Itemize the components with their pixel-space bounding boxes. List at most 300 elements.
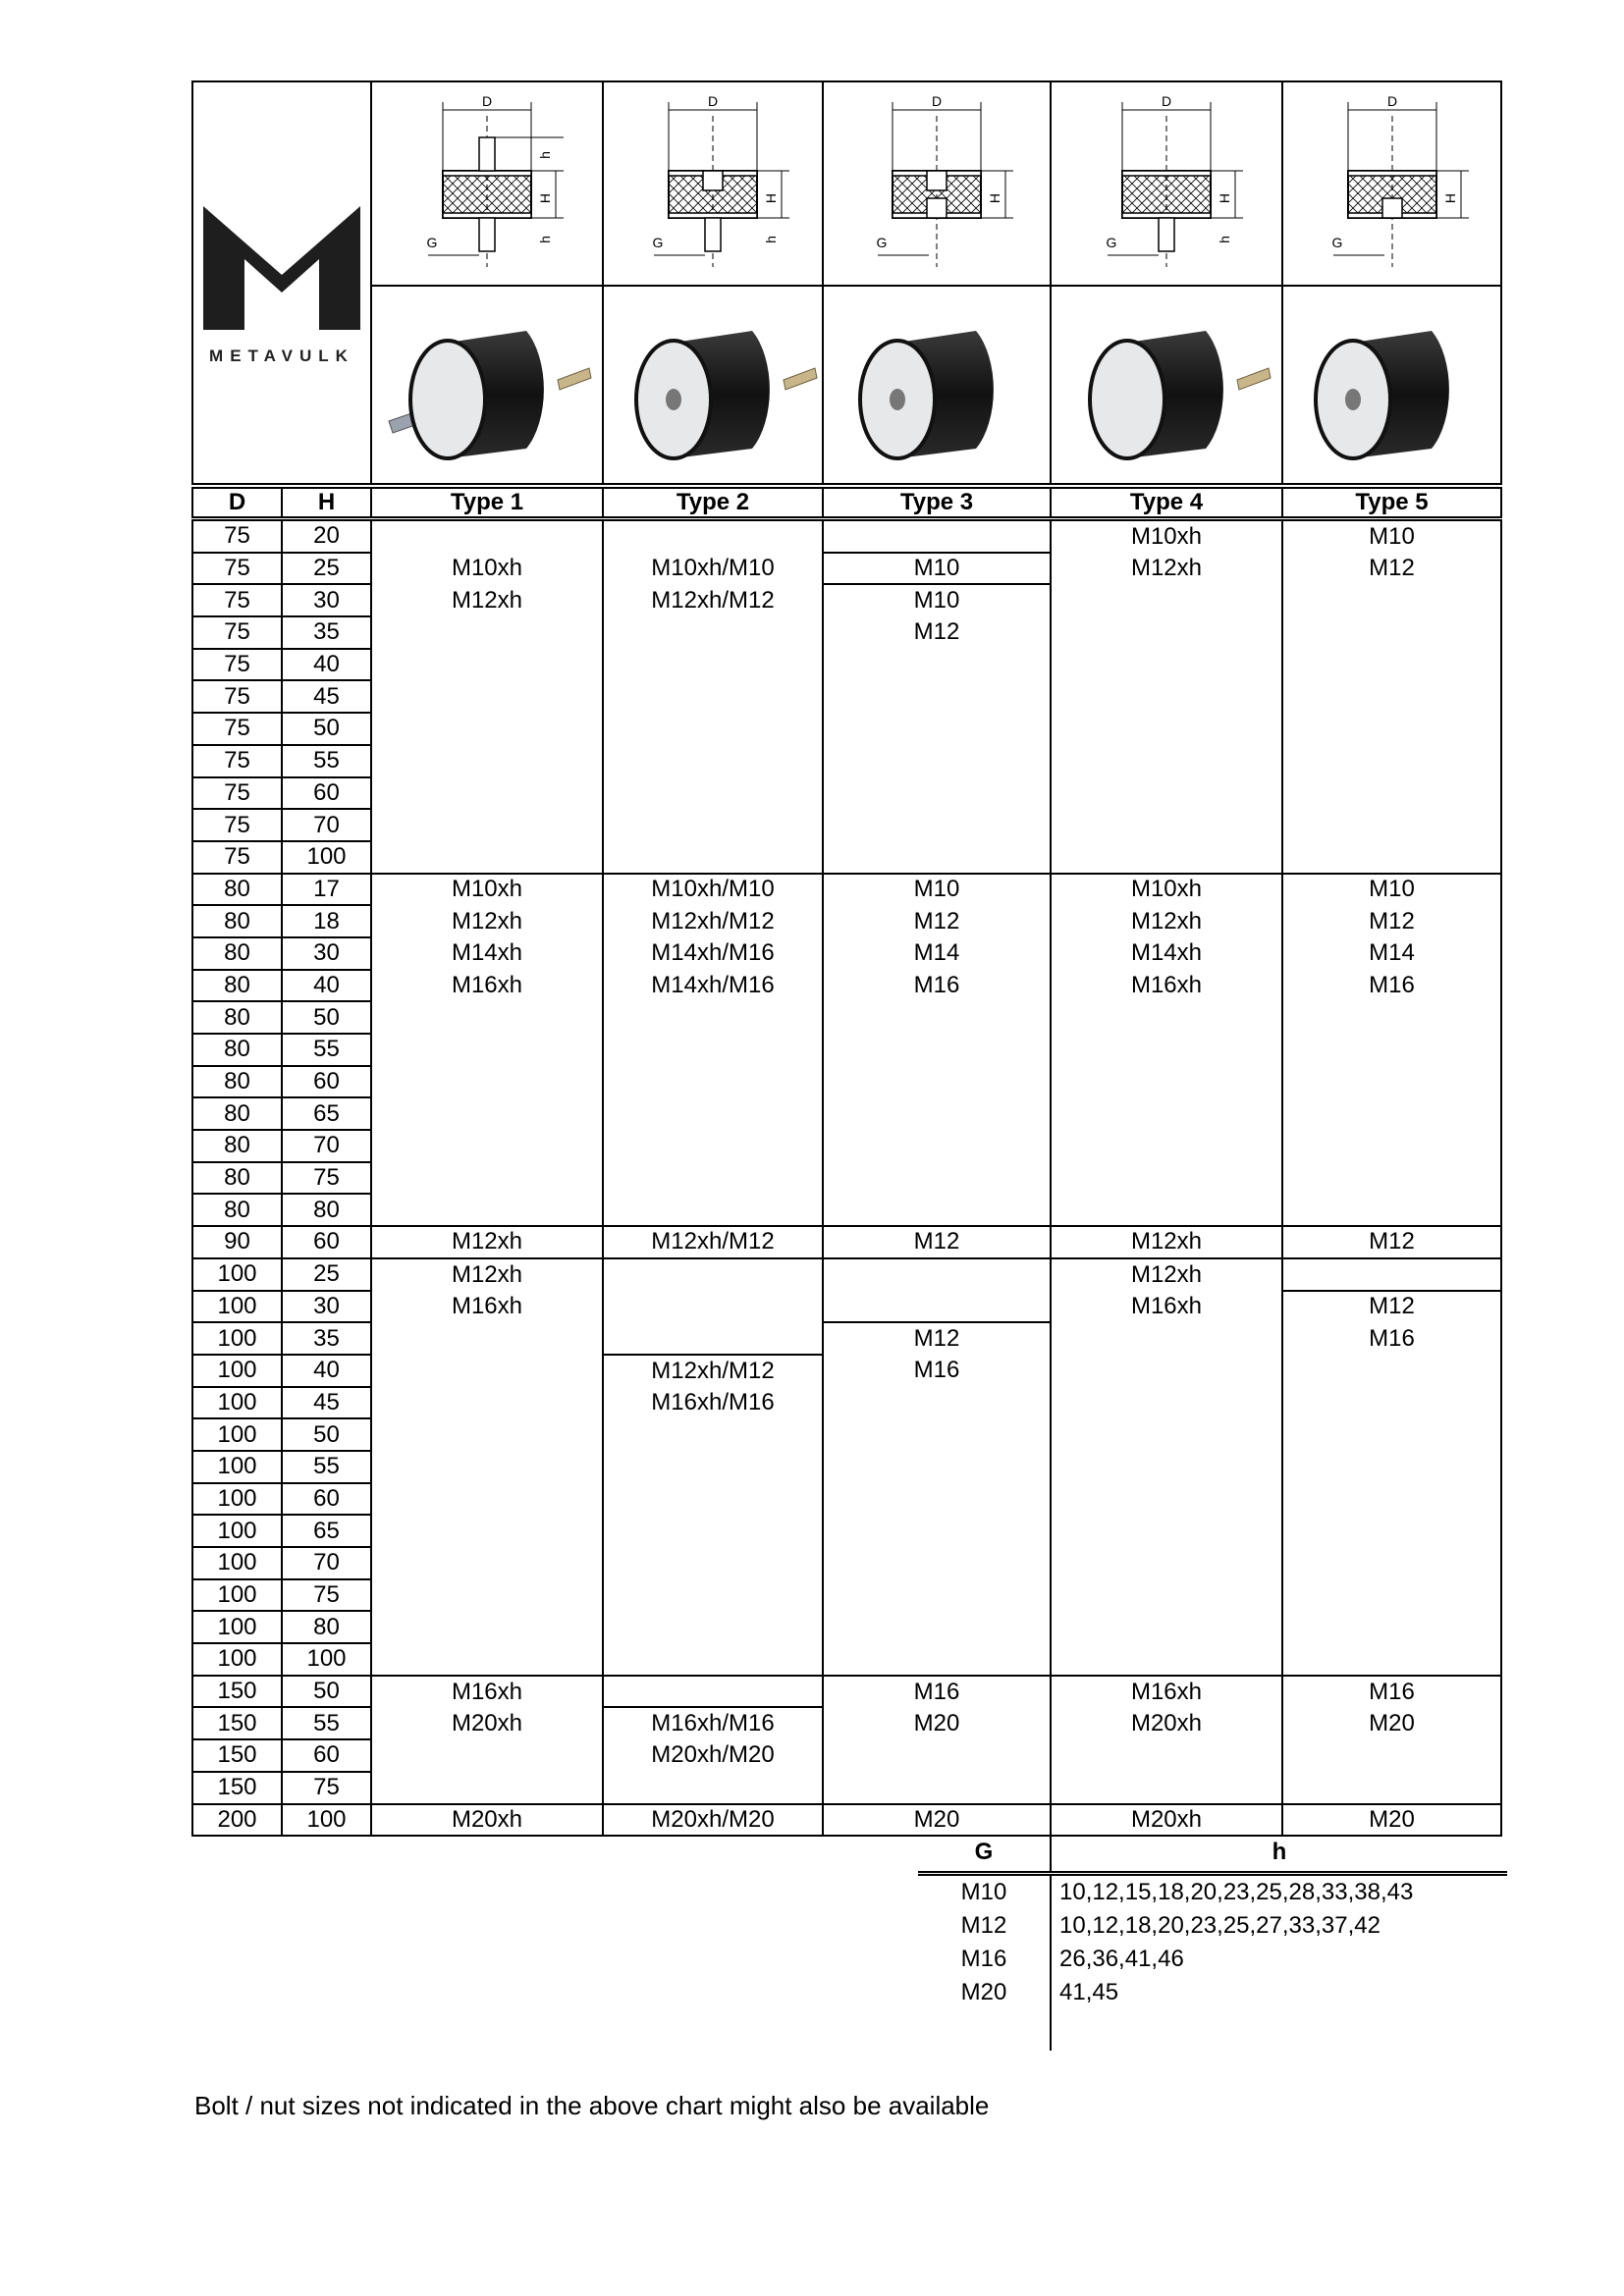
dim-d-label: D xyxy=(931,93,943,109)
cell-type1 xyxy=(371,1355,603,1387)
cell-d: 80 xyxy=(192,970,282,1002)
cell-type4 xyxy=(1051,1066,1282,1098)
cell-h: 25 xyxy=(282,553,371,585)
cell-h: 70 xyxy=(282,1130,371,1162)
cell-type2: M20xh/M20 xyxy=(603,1739,823,1772)
cell-type4: M10xh xyxy=(1051,519,1282,553)
cell-d: 100 xyxy=(192,1387,282,1419)
cell-type2: M12xh/M12 xyxy=(603,1226,823,1258)
cell-h: 55 xyxy=(282,1707,371,1739)
dim-g-label: G xyxy=(1106,235,1117,250)
table-row xyxy=(192,649,1501,681)
cell-type3 xyxy=(823,1515,1051,1547)
cell-type4: M10xh xyxy=(1051,874,1282,906)
cell-d: 100 xyxy=(192,1355,282,1387)
cell-type4 xyxy=(1051,1643,1282,1676)
cell-type1 xyxy=(371,680,603,713)
cell-type4: M12xh xyxy=(1051,1226,1282,1258)
cell-d: 75 xyxy=(192,680,282,713)
cell-h: 40 xyxy=(282,1355,371,1387)
cell-type1 xyxy=(371,745,603,777)
cell-h: 30 xyxy=(282,1291,371,1323)
cell-type3 xyxy=(823,1547,1051,1579)
cell-type2 xyxy=(603,1676,823,1708)
cell-d: 150 xyxy=(192,1739,282,1772)
cell-type5 xyxy=(1282,616,1501,649)
cell-type5 xyxy=(1282,1194,1501,1226)
cell-type3 xyxy=(823,1772,1051,1804)
cell-type1 xyxy=(371,1162,603,1195)
cell-type3 xyxy=(823,1162,1051,1195)
type2-diagram xyxy=(603,81,823,286)
cell-d: 100 xyxy=(192,1258,282,1291)
cell-type3 xyxy=(823,1066,1051,1098)
cell-type5: M12 xyxy=(1282,1226,1501,1258)
cell-type4: M20xh xyxy=(1051,1804,1282,1837)
dim-h-label: H xyxy=(537,192,553,204)
cell-h: 65 xyxy=(282,1515,371,1547)
table-row xyxy=(192,874,1501,906)
table-row xyxy=(192,1097,1501,1130)
cell-d: 80 xyxy=(192,1130,282,1162)
cell-type1 xyxy=(371,1643,603,1676)
cell-type2 xyxy=(603,1483,823,1516)
cell-type4 xyxy=(1051,841,1282,874)
gh-row xyxy=(918,1976,1507,2009)
table-row xyxy=(192,1355,1501,1387)
cell-type1 xyxy=(371,1066,603,1098)
cell-d: 100 xyxy=(192,1611,282,1643)
cell-type1 xyxy=(371,1418,603,1451)
cell-d: 75 xyxy=(192,745,282,777)
cell-d: 75 xyxy=(192,809,282,841)
table-row xyxy=(192,1611,1501,1643)
table-row xyxy=(192,1739,1501,1772)
cell-type2 xyxy=(603,1643,823,1676)
gh-header-h: h xyxy=(1051,1834,1507,1874)
cell-type4 xyxy=(1051,1611,1282,1643)
table-row xyxy=(192,1707,1501,1739)
cell-type2 xyxy=(603,1322,823,1355)
cell-type5 xyxy=(1282,680,1501,713)
type3-photo xyxy=(823,286,1051,486)
cell-type5 xyxy=(1282,584,1501,616)
cell-type1: M10xh xyxy=(371,874,603,906)
product-size-table xyxy=(191,80,1502,1837)
cell-type3 xyxy=(823,841,1051,874)
cell-type1 xyxy=(371,1130,603,1162)
cell-type3 xyxy=(823,1579,1051,1612)
type2-photo xyxy=(603,286,823,486)
cell-d: 80 xyxy=(192,1066,282,1098)
mount-cross-section-icon xyxy=(1068,90,1265,277)
cell-type4 xyxy=(1051,584,1282,616)
cell-h: 60 xyxy=(282,1739,371,1772)
cell-d: 100 xyxy=(192,1483,282,1516)
type5-diagram xyxy=(1282,81,1501,286)
table-row xyxy=(192,553,1501,585)
cell-type4 xyxy=(1051,777,1282,810)
table-row xyxy=(192,519,1501,553)
cell-type5: M12 xyxy=(1282,553,1501,585)
gh-row xyxy=(918,1943,1507,1976)
cell-type1 xyxy=(371,841,603,874)
dim-g-label: G xyxy=(652,235,664,250)
table-row xyxy=(192,616,1501,649)
cell-type2 xyxy=(603,1162,823,1195)
cell-type5 xyxy=(1282,1001,1501,1034)
cell-type4 xyxy=(1051,745,1282,777)
cell-type1 xyxy=(371,1451,603,1483)
table-row xyxy=(192,1418,1501,1451)
dim-d-label: D xyxy=(1161,93,1172,109)
gh-cell-g: M16 xyxy=(918,1943,1051,1976)
cell-d: 80 xyxy=(192,874,282,906)
cell-d: 100 xyxy=(192,1451,282,1483)
cell-type4 xyxy=(1051,1322,1282,1355)
cell-d: 200 xyxy=(192,1804,282,1837)
cell-type5: M20 xyxy=(1282,1707,1501,1739)
cell-type2 xyxy=(603,1258,823,1291)
cell-h: 70 xyxy=(282,1547,371,1579)
cell-d: 75 xyxy=(192,553,282,585)
cell-type5 xyxy=(1282,1097,1501,1130)
cell-type3: M16 xyxy=(823,970,1051,1002)
cell-type4: M16xh xyxy=(1051,970,1282,1002)
table-row xyxy=(192,1066,1501,1098)
cell-type4 xyxy=(1051,1579,1282,1612)
cell-type3 xyxy=(823,777,1051,810)
cell-type3: M14 xyxy=(823,937,1051,970)
cell-type2: M10xh/M10 xyxy=(603,553,823,585)
cell-d: 90 xyxy=(192,1226,282,1258)
cell-type1: M14xh xyxy=(371,937,603,970)
cell-h: 17 xyxy=(282,874,371,906)
cell-type2: M16xh/M16 xyxy=(603,1387,823,1419)
cell-d: 75 xyxy=(192,713,282,745)
cell-type4 xyxy=(1051,649,1282,681)
dim-stud-h-label: h xyxy=(537,236,553,243)
gh-cell-g: M20 xyxy=(918,1976,1051,2009)
cell-type3 xyxy=(823,1739,1051,1772)
gh-cell-h: 41,45 xyxy=(1059,1979,1119,2005)
gh-header-g: G xyxy=(918,1834,1051,1874)
table-row xyxy=(192,1322,1501,1355)
cell-type3: M12 xyxy=(823,905,1051,937)
table-row xyxy=(192,1387,1501,1419)
cell-type3 xyxy=(823,649,1051,681)
cell-type5: M10 xyxy=(1282,874,1501,906)
cell-h: 55 xyxy=(282,1451,371,1483)
cell-type1 xyxy=(371,1611,603,1643)
header-h: H xyxy=(282,486,371,519)
dim-stud-h-label: h xyxy=(537,151,553,159)
cell-type5: M16 xyxy=(1282,1322,1501,1355)
cell-type1 xyxy=(371,1001,603,1034)
cell-h: 40 xyxy=(282,649,371,681)
cell-h: 30 xyxy=(282,584,371,616)
header-type2: Type 2 xyxy=(603,486,823,519)
cell-type1 xyxy=(371,713,603,745)
cell-h: 75 xyxy=(282,1579,371,1612)
cell-type4 xyxy=(1051,1772,1282,1804)
cell-h: 70 xyxy=(282,809,371,841)
table-row xyxy=(192,905,1501,937)
cell-type5: M16 xyxy=(1282,1676,1501,1708)
cell-d: 75 xyxy=(192,841,282,874)
cell-type4 xyxy=(1051,1418,1282,1451)
cell-h: 50 xyxy=(282,713,371,745)
table-row xyxy=(192,713,1501,745)
cell-type2 xyxy=(603,1066,823,1098)
cell-type3 xyxy=(823,1643,1051,1676)
cell-h: 55 xyxy=(282,745,371,777)
cell-type4 xyxy=(1051,1162,1282,1195)
cell-type4 xyxy=(1051,1515,1282,1547)
cell-type2 xyxy=(603,777,823,810)
rubber-mount-icon xyxy=(1058,292,1274,478)
type5-photo xyxy=(1282,286,1501,486)
cell-type5 xyxy=(1282,809,1501,841)
metavulk-logo-icon xyxy=(203,200,360,330)
cell-type3 xyxy=(823,1291,1051,1323)
cell-type3 xyxy=(823,680,1051,713)
table-row xyxy=(192,1001,1501,1034)
cell-h: 75 xyxy=(282,1772,371,1804)
cell-h: 100 xyxy=(282,1804,371,1837)
cell-type5 xyxy=(1282,841,1501,874)
cell-type2 xyxy=(603,841,823,874)
cell-type3 xyxy=(823,713,1051,745)
cell-type1 xyxy=(371,1772,603,1804)
cell-d: 75 xyxy=(192,777,282,810)
cell-type2 xyxy=(603,1547,823,1579)
cell-type2 xyxy=(603,649,823,681)
cell-type2: M12xh/M12 xyxy=(603,1355,823,1387)
cell-type1 xyxy=(371,649,603,681)
cell-d: 80 xyxy=(192,905,282,937)
cell-type2: M12xh/M12 xyxy=(603,584,823,616)
cell-type3 xyxy=(823,1483,1051,1516)
cell-type1 xyxy=(371,1739,603,1772)
cell-type1 xyxy=(371,1387,603,1419)
cell-type4 xyxy=(1051,1194,1282,1226)
cell-type5 xyxy=(1282,1611,1501,1643)
cell-type5 xyxy=(1282,1772,1501,1804)
dim-d-label: D xyxy=(1386,93,1397,109)
cell-type3 xyxy=(823,1001,1051,1034)
cell-type2 xyxy=(603,1611,823,1643)
cell-h: 55 xyxy=(282,1034,371,1066)
cell-h: 45 xyxy=(282,1387,371,1419)
dim-g-label: G xyxy=(876,235,888,250)
cell-type5 xyxy=(1282,1355,1501,1387)
cell-d: 75 xyxy=(192,584,282,616)
cell-type1 xyxy=(371,616,603,649)
header-type1: Type 1 xyxy=(371,486,603,519)
cell-type1: M12xh xyxy=(371,1258,603,1291)
type4-photo xyxy=(1051,286,1282,486)
table-row xyxy=(192,1291,1501,1323)
cell-type3: M16 xyxy=(823,1355,1051,1387)
cell-type4 xyxy=(1051,680,1282,713)
gh-cell-g: M12 xyxy=(918,1909,1051,1943)
gh-row xyxy=(918,1874,1507,1910)
cell-type3: M20 xyxy=(823,1707,1051,1739)
cell-type1 xyxy=(371,1194,603,1226)
cell-h: 18 xyxy=(282,905,371,937)
cell-type2 xyxy=(603,1034,823,1066)
rubber-mount-icon xyxy=(1284,292,1500,478)
table-row xyxy=(192,1804,1501,1837)
table-row xyxy=(192,1547,1501,1579)
table-row xyxy=(192,1676,1501,1708)
cell-d: 100 xyxy=(192,1418,282,1451)
dim-stud-h-label: h xyxy=(763,236,779,243)
cell-type5: M16 xyxy=(1282,970,1501,1002)
cell-d: 150 xyxy=(192,1707,282,1739)
cell-type5 xyxy=(1282,649,1501,681)
dim-g-label: G xyxy=(426,235,438,250)
cell-type3: M10 xyxy=(823,874,1051,906)
cell-d: 150 xyxy=(192,1676,282,1708)
gh-cell-h: 10,12,15,18,20,23,25,28,33,38,43 xyxy=(1059,1879,1414,1905)
cell-d: 75 xyxy=(192,649,282,681)
cell-type1 xyxy=(371,809,603,841)
type1-diagram xyxy=(371,81,603,286)
cell-d: 80 xyxy=(192,937,282,970)
cell-type5 xyxy=(1282,745,1501,777)
cell-d: 80 xyxy=(192,1001,282,1034)
cell-type3 xyxy=(823,745,1051,777)
table-row xyxy=(192,1130,1501,1162)
cell-type2 xyxy=(603,1097,823,1130)
cell-h: 50 xyxy=(282,1001,371,1034)
gh-spacer-row xyxy=(918,2009,1507,2051)
cell-type4 xyxy=(1051,1547,1282,1579)
cell-type5 xyxy=(1282,1643,1501,1676)
table-row xyxy=(192,1579,1501,1612)
cell-type4: M16xh xyxy=(1051,1676,1282,1708)
cell-type1 xyxy=(371,1322,603,1355)
cell-type3: M10 xyxy=(823,584,1051,616)
cell-type4 xyxy=(1051,1355,1282,1387)
table-row xyxy=(192,1162,1501,1195)
cell-type5 xyxy=(1282,777,1501,810)
cell-type1: M12xh xyxy=(371,1226,603,1258)
cell-type4 xyxy=(1051,616,1282,649)
cell-type1: M20xh xyxy=(371,1804,603,1837)
cell-type5 xyxy=(1282,1258,1501,1291)
cell-type5: M20 xyxy=(1282,1804,1501,1837)
cell-type4 xyxy=(1051,1001,1282,1034)
table-row xyxy=(192,1258,1501,1291)
gh-cell-h: 10,12,18,20,23,25,27,33,37,42 xyxy=(1059,1912,1380,1939)
mount-cross-section-icon xyxy=(839,90,1035,277)
header-type5: Type 5 xyxy=(1282,486,1501,519)
rubber-mount-icon xyxy=(829,292,1045,478)
table-row xyxy=(192,1772,1501,1804)
cell-type2 xyxy=(603,519,823,553)
cell-type1 xyxy=(371,1547,603,1579)
cell-type3 xyxy=(823,809,1051,841)
cell-type2 xyxy=(603,1418,823,1451)
cell-type1 xyxy=(371,519,603,553)
logo-cell xyxy=(192,81,371,486)
cell-type2: M14xh/M16 xyxy=(603,970,823,1002)
cell-d: 80 xyxy=(192,1097,282,1130)
cell-type4: M12xh xyxy=(1051,1258,1282,1291)
cell-d: 80 xyxy=(192,1194,282,1226)
cell-type2: M14xh/M16 xyxy=(603,937,823,970)
mount-cross-section-icon xyxy=(389,90,585,277)
rubber-mount-icon xyxy=(605,292,821,478)
cell-h: 65 xyxy=(282,1097,371,1130)
cell-type5 xyxy=(1282,1387,1501,1419)
cell-type3 xyxy=(823,1451,1051,1483)
cell-type3 xyxy=(823,519,1051,553)
gh-cell-g: M10 xyxy=(918,1874,1051,1910)
cell-type2 xyxy=(603,713,823,745)
dim-stud-h-label: h xyxy=(1217,236,1232,243)
cell-h: 50 xyxy=(282,1418,371,1451)
cell-type5 xyxy=(1282,1451,1501,1483)
cell-type4 xyxy=(1051,809,1282,841)
table-row xyxy=(192,1194,1501,1226)
cell-h: 80 xyxy=(282,1194,371,1226)
cell-d: 80 xyxy=(192,1034,282,1066)
cell-type2 xyxy=(603,1579,823,1612)
cell-type4: M12xh xyxy=(1051,553,1282,585)
rubber-mount-icon xyxy=(379,292,595,478)
table-row xyxy=(192,970,1501,1002)
cell-d: 150 xyxy=(192,1772,282,1804)
cell-type1 xyxy=(371,1097,603,1130)
cell-type3: M16 xyxy=(823,1676,1051,1708)
cell-type2 xyxy=(603,1291,823,1323)
gh-row xyxy=(918,1909,1507,1943)
type4-diagram xyxy=(1051,81,1282,286)
cell-type3: M12 xyxy=(823,1322,1051,1355)
cell-type1 xyxy=(371,1579,603,1612)
table-row xyxy=(192,1451,1501,1483)
cell-h: 60 xyxy=(282,1483,371,1516)
cell-type2: M20xh/M20 xyxy=(603,1804,823,1837)
cell-type4 xyxy=(1051,1034,1282,1066)
cell-type2 xyxy=(603,809,823,841)
cell-h: 45 xyxy=(282,680,371,713)
table-row xyxy=(192,584,1501,616)
cell-d: 100 xyxy=(192,1515,282,1547)
cell-type3 xyxy=(823,1130,1051,1162)
cell-type5 xyxy=(1282,1130,1501,1162)
table-row xyxy=(192,809,1501,841)
cell-h: 25 xyxy=(282,1258,371,1291)
cell-type5 xyxy=(1282,1034,1501,1066)
cell-type3 xyxy=(823,1097,1051,1130)
cell-type4 xyxy=(1051,1097,1282,1130)
cell-type1: M16xh xyxy=(371,970,603,1002)
cell-type3: M20 xyxy=(823,1804,1051,1837)
mount-cross-section-icon xyxy=(1294,90,1490,277)
cell-h: 60 xyxy=(282,1226,371,1258)
table-row xyxy=(192,937,1501,970)
cell-h: 60 xyxy=(282,1066,371,1098)
cell-type2: M12xh/M12 xyxy=(603,905,823,937)
table-row xyxy=(192,1643,1501,1676)
mount-cross-section-icon xyxy=(615,90,811,277)
table-row xyxy=(192,745,1501,777)
